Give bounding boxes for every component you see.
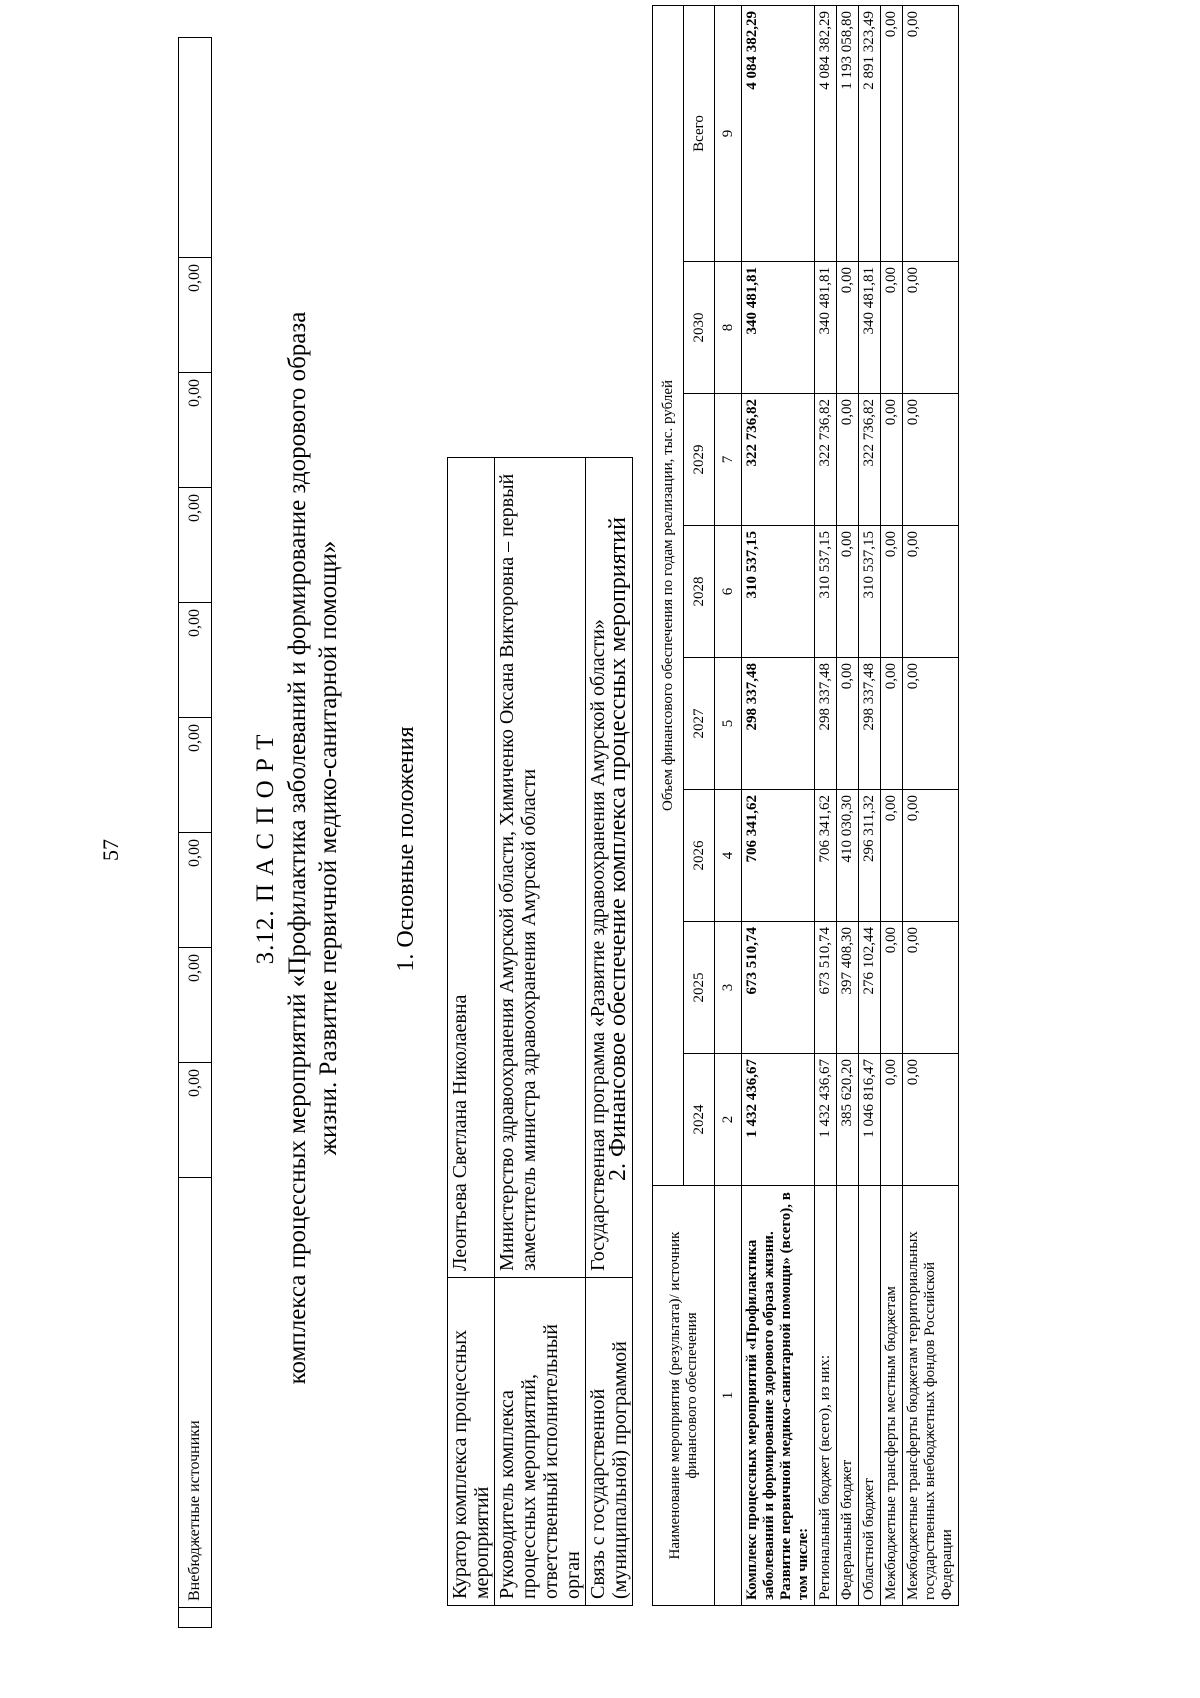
value-cell: 276 102,44 [859, 922, 881, 1054]
value-cell: 322 736,82 [815, 394, 837, 526]
value-cell: 385 620,20 [837, 1054, 859, 1186]
row-name: Межбюджетные трансферты бюджетам территориальных государственных внебюджетных фондов Российской Федерации [903, 1186, 959, 1606]
empty-cell [179, 1608, 212, 1628]
value-cell: 4 084 382,29 [742, 5, 815, 261]
value-cell: 706 341,62 [742, 790, 815, 922]
table-row [837, 5, 859, 1605]
year-header: 2029 [684, 394, 715, 526]
passport-heading: 3.12. П А С П О Р Т [252, 733, 279, 965]
column-header-name: Наименование мероприятия (результата)/ источник финансового обеспечения [653, 1186, 715, 1606]
row-name: Областной бюджет [859, 1186, 881, 1606]
value-cell: 0,00 [903, 5, 959, 261]
table-row [815, 5, 837, 1605]
value-cell: 706 341,62 [815, 790, 837, 922]
value-cell: 298 337,48 [742, 658, 815, 790]
value-cell: 2 891 323,49 [859, 5, 881, 261]
value-cell: 0,00 [903, 922, 959, 1054]
value-cell: 322 736,82 [859, 394, 881, 526]
row-value: Леонтьева Светлана Николаевна [448, 458, 495, 1278]
value-cell: 340 481,81 [859, 262, 881, 394]
value-cell: 322 736,82 [742, 394, 815, 526]
value-cell: 0,00 [903, 526, 959, 658]
year-header: 2025 [684, 922, 715, 1054]
table-row [495, 458, 586, 1606]
value-cell: 296 311,32 [859, 790, 881, 922]
value-cell: 397 408,30 [837, 922, 859, 1054]
total-header: Всего [684, 5, 715, 261]
value-cell: 0,00 [881, 262, 903, 394]
column-number: 8 [715, 262, 742, 394]
value-cell: 340 481,81 [815, 262, 837, 394]
row-label: Руководитель комплекса процессных мероприятий, ответственный исполнительный орган [495, 1278, 586, 1606]
row-name: Федеральный бюджет [837, 1186, 859, 1606]
row-label: Связь с государственной (муниципальной) программой [586, 1278, 633, 1606]
table-row [859, 5, 881, 1605]
value-cell: 298 337,48 [815, 658, 837, 790]
section-1-heading: 1. Основные положения [393, 726, 419, 972]
table-row [881, 5, 903, 1605]
value-cell: 310 537,15 [859, 526, 881, 658]
row-name: Региональный бюджет (всего), из них: [815, 1186, 837, 1606]
value-cell: 298 337,48 [859, 658, 881, 790]
year-header: 2026 [684, 790, 715, 922]
value-cell: 1 046 816,47 [859, 1054, 881, 1186]
value-cell: 410 030,30 [837, 790, 859, 922]
value-cell: 340 481,81 [742, 262, 815, 394]
row-label: Куратор комплекса процессных мероприятий [448, 1278, 495, 1606]
value-cell: 4 084 382,29 [815, 5, 837, 261]
value-cell: 0,00 [881, 658, 903, 790]
value-cell: 0,00 [837, 262, 859, 394]
row-name: Межбюджетные трансферты местным бюджетам [881, 1186, 903, 1606]
header-row [653, 5, 684, 1605]
year-header: 2030 [684, 262, 715, 394]
row-name: Комплекс процессных мероприятий «Профилактика заболеваний и формирование здорового образа жизни. Развитие первичной медико-санитарной помощи» (всего), в том числе: [742, 1186, 815, 1606]
column-number: 3 [715, 922, 742, 1054]
value-cell: 0,00 [179, 488, 212, 603]
column-number: 9 [715, 5, 742, 261]
row-value: Министерство здравоохранения Амурской области, Химиченко Оксана Викторовна – первый заместитель министра здравоохранения Амурской области [495, 458, 586, 1278]
value-cell: 673 510,74 [815, 922, 837, 1054]
value-cell: 673 510,74 [742, 922, 815, 1054]
value-cell: 0,00 [881, 5, 903, 261]
year-header: 2024 [684, 1054, 715, 1186]
row-value: Государственная программа «Развитие здравоохранения Амурской области» [586, 458, 633, 1278]
value-cell: 1 193 058,80 [837, 5, 859, 261]
column-number: 2 [715, 1054, 742, 1186]
extrabudget-row [179, 38, 212, 1628]
value-cell: 1 432 436,67 [742, 1054, 815, 1186]
value-cell: 0,00 [903, 262, 959, 394]
column-number: 4 [715, 790, 742, 922]
column-number: 7 [715, 394, 742, 526]
column-number: 1 [715, 1186, 742, 1606]
value-cell: 0,00 [881, 790, 903, 922]
value-cell: 0,00 [903, 790, 959, 922]
passport-subtitle: комплекса процессных мероприятий «Профилактика заболеваний и формирование здорового образа жизни. Развитие первичной медико-санитарной помощи» [284, 311, 342, 1385]
value-cell: 0,00 [837, 394, 859, 526]
year-header: 2027 [684, 658, 715, 790]
column-numbers-row [715, 5, 742, 1605]
value-cell: 0,00 [179, 833, 212, 948]
value-cell: 0,00 [881, 394, 903, 526]
section-2-heading: 2. Финансовое обеспечение комплекса процессных мероприятий [605, 517, 631, 1181]
year-header: 2028 [684, 526, 715, 658]
financing-table [652, 5, 959, 1606]
value-cell: 0,00 [837, 658, 859, 790]
value-cell: 310 537,15 [815, 526, 837, 658]
column-number: 6 [715, 526, 742, 658]
table-row [742, 5, 815, 1605]
column-header-volume: Объем финансового обеспечения по годам реализации, тыс. рублей [653, 5, 684, 1185]
value-cell: 0,00 [903, 658, 959, 790]
page-number: 57 [98, 839, 123, 861]
value-cell: 0,00 [179, 948, 212, 1063]
value-cell: 0,00 [881, 922, 903, 1054]
column-number: 5 [715, 658, 742, 790]
value-cell: 0,00 [903, 1054, 959, 1186]
row-label: Внебюджетные источники [179, 1178, 212, 1608]
value-cell: 0,00 [881, 1054, 903, 1186]
value-cell: 0,00 [881, 526, 903, 658]
value-cell: 0,00 [903, 394, 959, 526]
value-cell: 1 432 436,67 [815, 1054, 837, 1186]
empty-cell [179, 38, 212, 258]
table-row [448, 458, 495, 1606]
value-cell: 0,00 [837, 526, 859, 658]
extrabudget-row-table [178, 37, 212, 1628]
value-cell: 310 537,15 [742, 526, 815, 658]
table-row [903, 5, 959, 1605]
value-cell: 0,00 [179, 718, 212, 833]
value-cell: 0,00 [179, 603, 212, 718]
value-cell: 0,00 [179, 258, 212, 373]
value-cell: 0,00 [179, 373, 212, 488]
value-cell: 0,00 [179, 1063, 212, 1178]
